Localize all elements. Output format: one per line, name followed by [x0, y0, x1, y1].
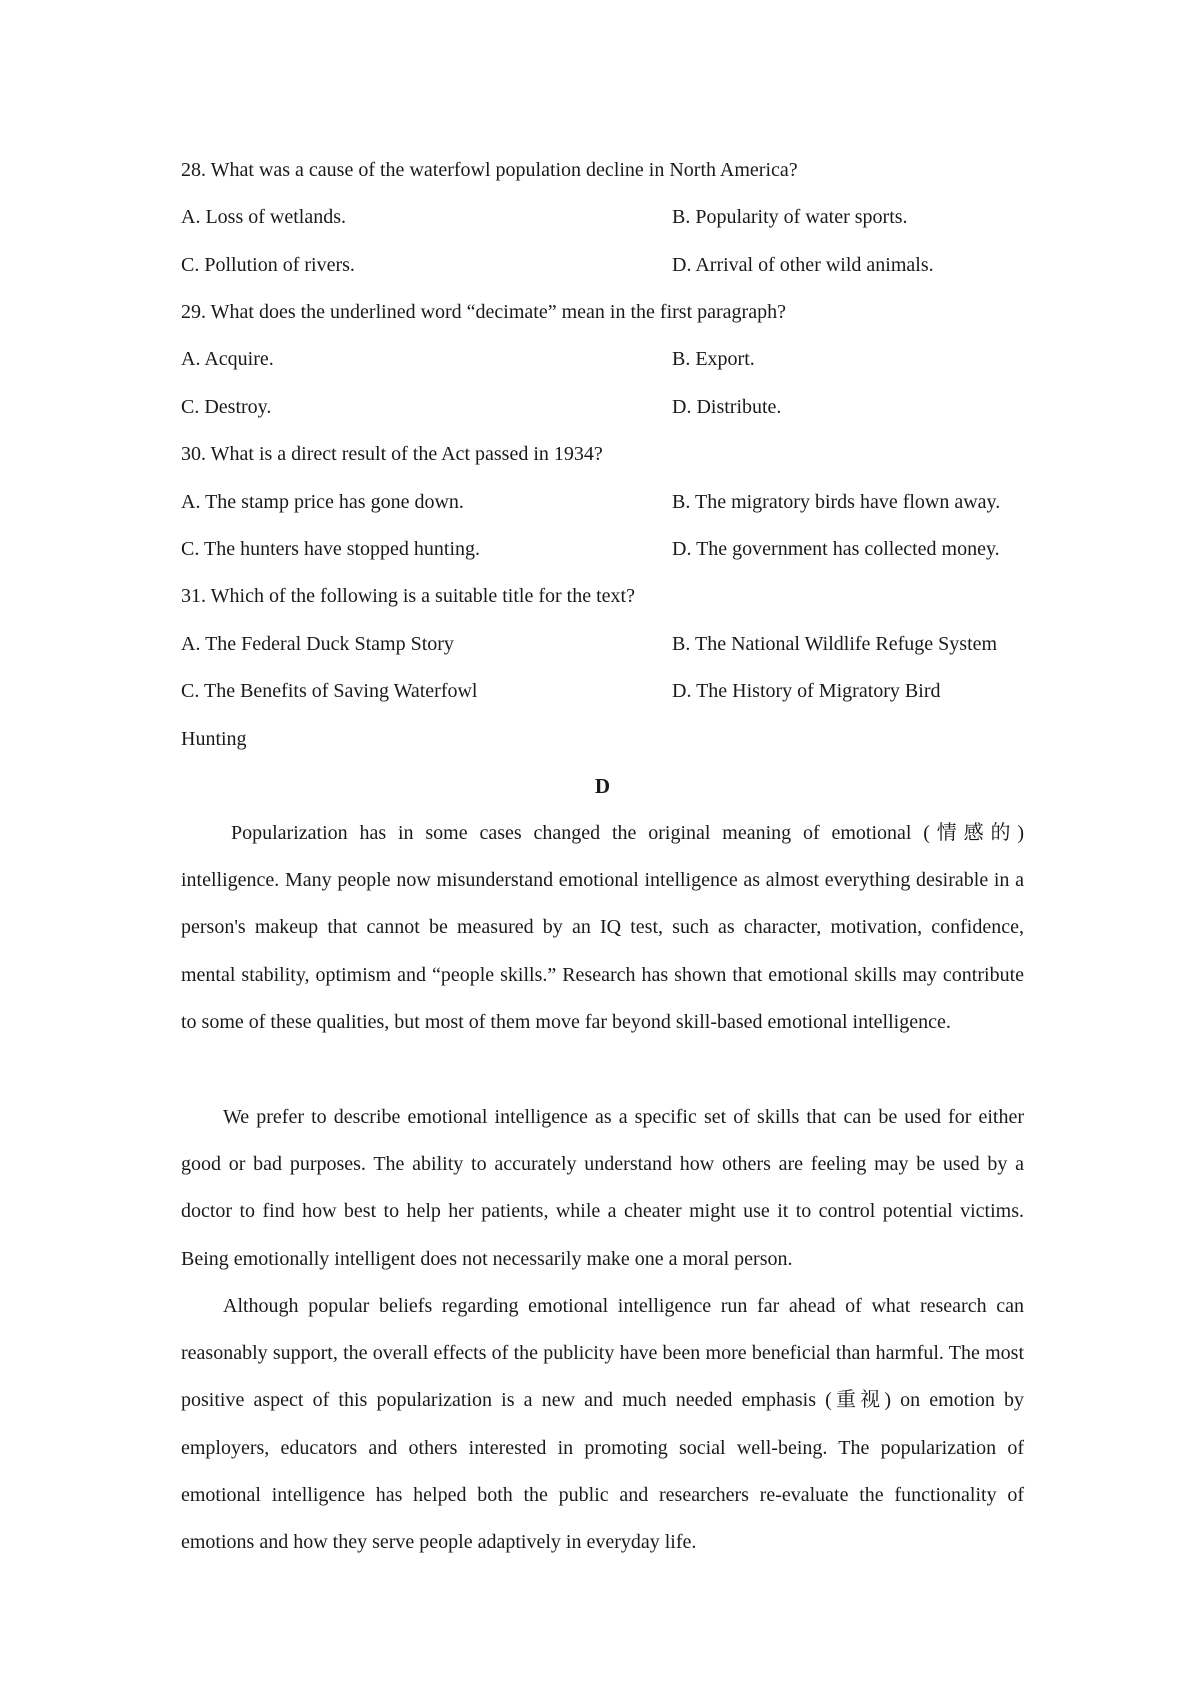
question-28-option-d: D. Arrival of other wild animals.	[672, 254, 934, 276]
question-30-stem: 30. What is a direct result of the Act passed in 1934?	[181, 443, 603, 465]
question-31-option-a: A. The Federal Duck Stamp Story	[181, 633, 454, 655]
question-30-option-a: A. The stamp price has gone down.	[181, 491, 464, 513]
passage-paragraph-2: We prefer to describe emotional intelligence as a specific set of skills that can be used for either good or bad purposes. The ability to accurately understand how others are feeling may be used by a doctor to find how best to help her patients, while a cheater might use it to control potential victims. Being emotionally intelligent does not necessarily make one a moral person.	[181, 1106, 1024, 1270]
section-heading: D	[594, 774, 611, 798]
question-31-option-d: D. The History of Migratory Bird	[672, 680, 941, 702]
question-31-stem: 31. Which of the following is a suitable title for the text?	[181, 585, 635, 607]
question-28-option-a: A. Loss of wetlands.	[181, 206, 346, 228]
question-28-option-c: C. Pollution of rivers.	[181, 254, 355, 276]
question-29-option-a: A. Acquire.	[181, 348, 274, 370]
question-30-option-b: B. The migratory birds have flown away.	[672, 491, 1001, 513]
question-31-option-d-continuation: Hunting	[181, 728, 247, 750]
question-29-option-d: D. Distribute.	[672, 396, 782, 418]
passage-paragraph-1: Popularization has in some cases changed the original meaning of emotional (情感的) intelligence. Many people now misunderstand emotional intelligence as almost everything desirable in a person's makeup that cannot be measured by an IQ test, such as character, motivation, confidence, mental stability, optimism and “people skills.” Research has shown that emotional skills may contribute to some of these qualities, but most of them move far beyond skill-based emotional intelligence.	[181, 822, 1024, 1033]
passage-paragraph-3: Although popular beliefs regarding emotional intelligence run far ahead of what research can reasonably support, the overall effects of the publicity have been more beneficial than harmful. The most positive aspect of this popularization is a new and much needed emphasis (重视) on emotion by employers, educators and others interested in promoting social well-being. The popularization of emotional intelligence has helped both the public and researchers re-evaluate the functionality of emotions and how they serve people adaptively in everyday life.	[181, 1295, 1024, 1554]
question-30-option-d: D. The government has collected money.	[672, 538, 1000, 560]
question-31-option-b: B. The National Wildlife Refuge System	[672, 633, 998, 655]
question-30-option-c: C. The hunters have stopped hunting.	[181, 538, 481, 560]
question-29-stem: 29. What does the underlined word “decimate” mean in the first paragraph?	[181, 301, 786, 323]
question-28-stem: 28. What was a cause of the waterfowl population decline in North America?	[181, 159, 798, 181]
question-31-option-c: C. The Benefits of Saving Waterfowl	[181, 680, 478, 702]
question-29-option-b: B. Export.	[672, 348, 755, 370]
question-29-option-c: C. Destroy.	[181, 396, 272, 418]
question-28-option-b: B. Popularity of water sports.	[672, 206, 908, 228]
